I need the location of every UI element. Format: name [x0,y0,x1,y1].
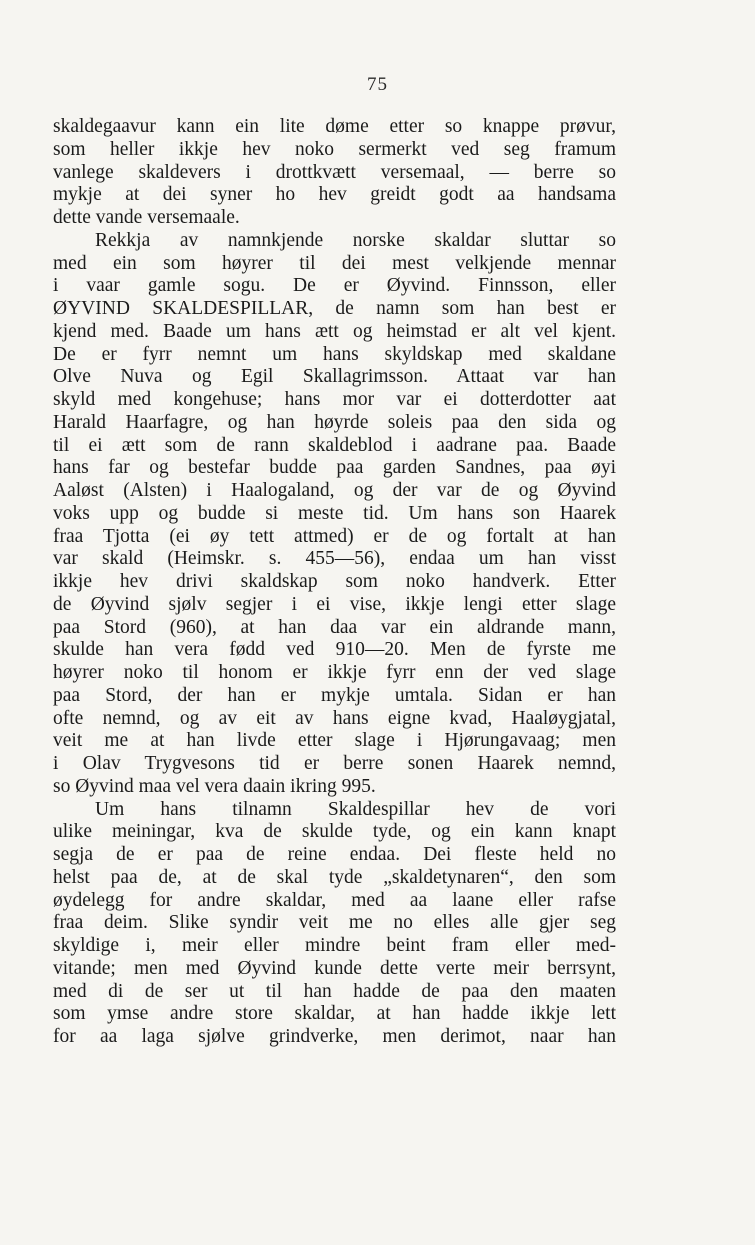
text-line: vanlege skaldevers i drottkvætt versemaal, — berre so [53,161,616,183]
text-line: fraa deim. Slike syndir veit me no elles alle gjer seg [53,912,616,934]
text-line: med ein som høyrer til dei mest velkjende mennar [53,252,616,274]
text-line: Rekkja av namnkjende norske skaldar sluttar so [95,229,616,251]
text-line: hans far og bestefar budde paa garden Sandnes, paa øyi [53,457,616,479]
page-number: 75 [367,74,388,95]
text-line: i Olav Trygvesons tid er berre sonen Haarek nemnd, [53,753,616,774]
text-line: til ei ætt som de rann skaldeblod i aadrane paa. Baade [53,434,616,456]
text-line: helst paa de, at de skal tyde „skaldetynaren“, den som [53,866,616,888]
text-line: som ymse andre store skaldar, at han hadde ikkje lett [53,1003,616,1025]
text-line: ulike meiningar, kva de skulde tyde, og ein kann knapt [53,821,616,843]
text-line: de Øyvind sjølv segjer i ei vise, ikkje lengi etter slage [53,593,616,615]
text-line: veit me at han livde etter slage i Hjørungavaag; men [53,730,616,752]
text-line: ØYVIND SKALDESPILLAR, de namn som han best er [53,298,616,319]
text-line: mykje at dei syner ho hev greidt godt aa handsama [53,184,616,206]
text-line: so Øyvind maa vel vera daain ikring 995. [53,775,376,797]
text-line: Olve Nuva og Egil Skallagrimsson. Attaat var han [53,366,616,388]
text-line: kjend med. Baade um hans ætt og heimstad er alt vel kjent. [53,320,616,342]
text-line: Um hans tilnamn Skaldespillar hev de vori [95,798,616,820]
text-line: med di de ser ut til han hadde de paa den maaten [53,980,616,1002]
text-line: var skald (Heimskr. s. 455—56), endaa um han visst [53,548,616,570]
text-line: ofte nemnd, og av eit av hans eigne kvad, Haaløygjatal, [53,707,616,729]
text-line: for aa laga sjølve grindverke, men derimot, naar han [53,1026,616,1047]
text-line: øydelegg for andre skaldar, med aa laane eller rafse [53,889,616,911]
text-line: Harald Haarfagre, og han høyrde soleis paa den sida og [53,411,616,433]
text-line: voks upp og budde si meste tid. Um hans son Haarek [53,502,616,524]
text-line: i vaar gamle sogu. De er Øyvind. Finnsson, eller [53,275,616,297]
text-line: skaldegaavur kann ein lite døme etter so knappe prøvur, [53,116,616,137]
body-text [53,116,616,1049]
text-line: dette vande versemaale. [53,207,240,228]
text-line: ikkje hev drivi skaldskap som noko handverk. Etter [53,571,616,592]
text-line: fraa Tjotta (ei øy tett attmed) er de og fortalt at han [53,525,616,547]
text-line: høyrer noko til honom er ikkje fyrr enn der ved slage [53,662,616,683]
text-line: paa Stord, der han er mykje umtala. Sidan er han [53,684,616,706]
text-line: segja de er paa de reine endaa. Dei fleste held no [53,844,616,865]
text-line: paa Stord (960), at han daa var ein aldrande mann, [53,616,616,638]
text-line: som heller ikkje hev noko sermerkt ved seg framum [53,138,616,160]
text-line: skulde han vera fødd ved 910—20. Men de fyrste me [53,639,616,661]
text-line: skyldige i, meir eller mindre beint fram eller med- [53,935,616,956]
text-line: skyld med kongehuse; hans mor var ei dotterdotter aat [53,389,616,410]
text-line: vitande; men med Øyvind kunde dette verte meir berrsynt, [53,957,616,979]
text-line: Aaløst (Alsten) i Haalogaland, og der var de og Øyvind [53,480,616,501]
text-line: De er fyrr nemnt um hans skyldskap med skaldane [53,343,616,365]
